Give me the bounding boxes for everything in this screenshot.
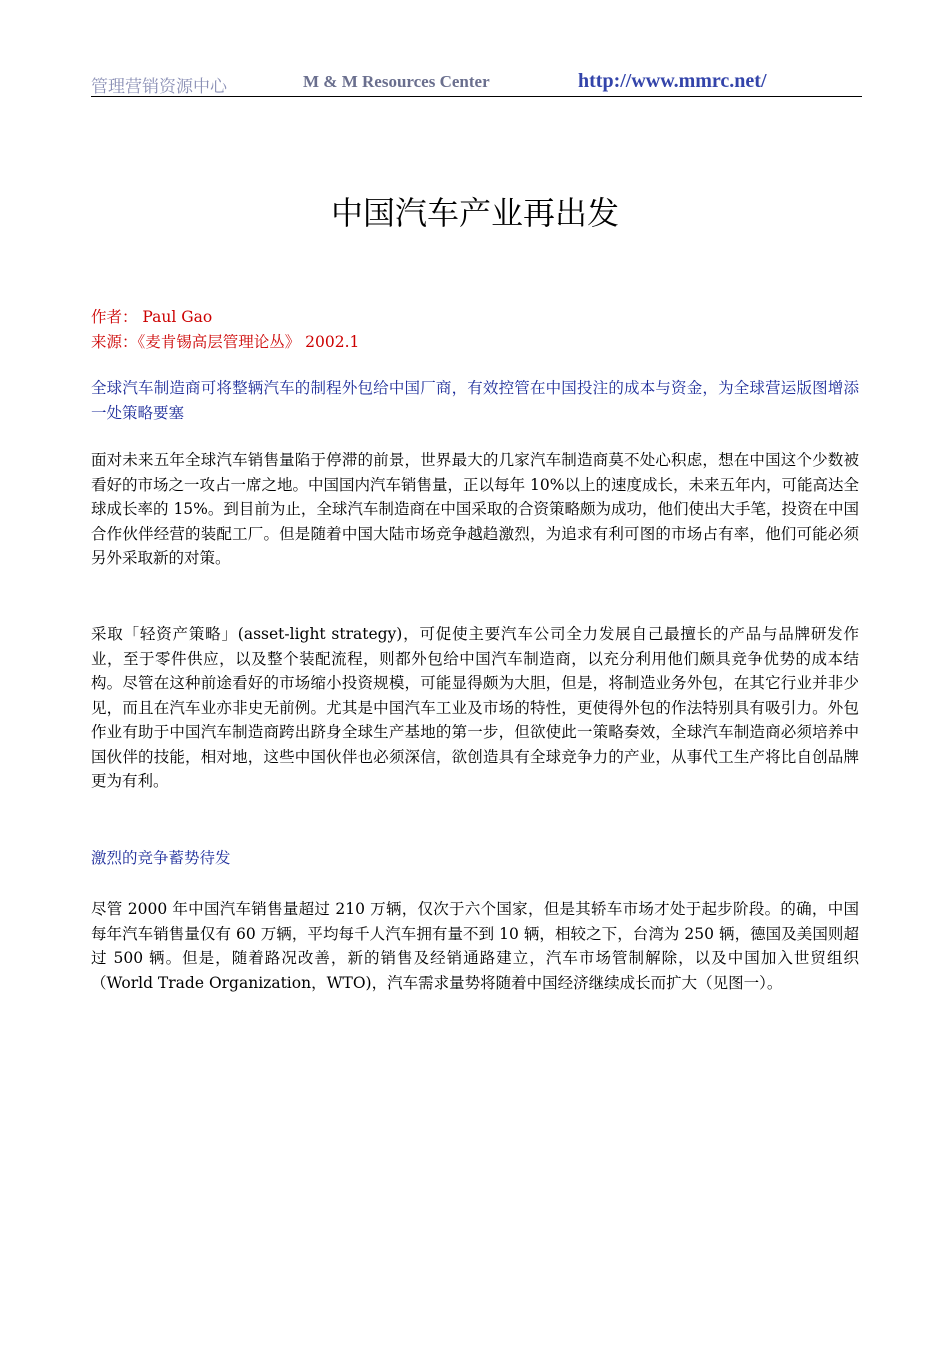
paragraph-3: 尽管 2000 年中国汽车销售量超过 210 万辆，仅次于六个国家，但是其轿车市场才处于起步阶段。的确，中国每年汽车销售量仅有 60 万辆，平均每千人汽车拥有量不到 10 辆，相较之下，台湾为 250 辆，德国及美国则超过 500 辆。但是，随着路况改善，新的销售及经销通路建立，汽车市场管制解除，以及中国加入世贸组织（World Trade Organization，WTO)，汽车需求量势将随着中国经济继续成长而扩大（见图一）。 (91, 900, 859, 992)
section-heading: 激烈的竞争蓄势待发 (91, 849, 231, 867)
header-org-cn: 管理营销资源中心 (91, 77, 227, 96)
source-line: 来源：《麦肯锡高层管理论丛》 2002.1 (91, 333, 360, 351)
paragraph-1: 面对未来五年全球汽车销售量陷于停滞的前景，世界最大的几家汽车制造商莫不处心积虑，想在中国这个少数被看好的市场之一攻占一席之地。中国国内汽车销售量，正以每年 10%以上的速度成长，未来五年内，可能高达全球成长率的 15%。到目前为止，全球汽车制造商在中国采取的合资策略颇为成功，他们使出大手笔，投资在中国合作伙伴经营的装配工厂。但是随着中国大陆市场竞争越趋激烈，为追求有利可图的市场占有率，他们可能必须另外采取新的对策。 (91, 451, 859, 567)
article-lead: 全球汽车制造商可将整辆汽车的制程外包给中国厂商，有效控管在中国投注的成本与资金，为全球营运版图增添一处策略要塞 (91, 379, 859, 422)
header-url-link[interactable]: http://www.mmrc.net/ (578, 70, 767, 92)
header-org-en: M & M Resources Center (303, 72, 490, 91)
author-line: 作者： Paul Gao (91, 308, 213, 326)
page-header (91, 68, 862, 97)
paragraph-2: 采取「轻资产策略」(asset-light strategy)，可促使主要汽车公司全力发展自己最擅长的产品与品牌研发作业，至于零件供应，以及整个装配流程，则都外包给中国汽车制造商，以充分利用他们颇具竞争优势的成本结构。尽管在这种前途看好的市场缩小投资规模，可能显得颇为大胆，但是，将制造业务外包，在其它行业并非少见，而且在汽车业亦非史无前例。尤其是中国汽车工业及市场的特性，更使得外包的作法特别具有吸引力。外包作业有助于中国汽车制造商跨出跻身全球生产基地的第一步，但欲使此一策略奏效，全球汽车制造商必须培养中国伙伴的技能，相对地，这些中国伙伴也必须深信，欲创造具有全球竞争力的产业，从事代工生产将比自创品牌更为有利。 (91, 625, 859, 790)
article-title: 中国汽车产业再出发 (330, 194, 619, 232)
